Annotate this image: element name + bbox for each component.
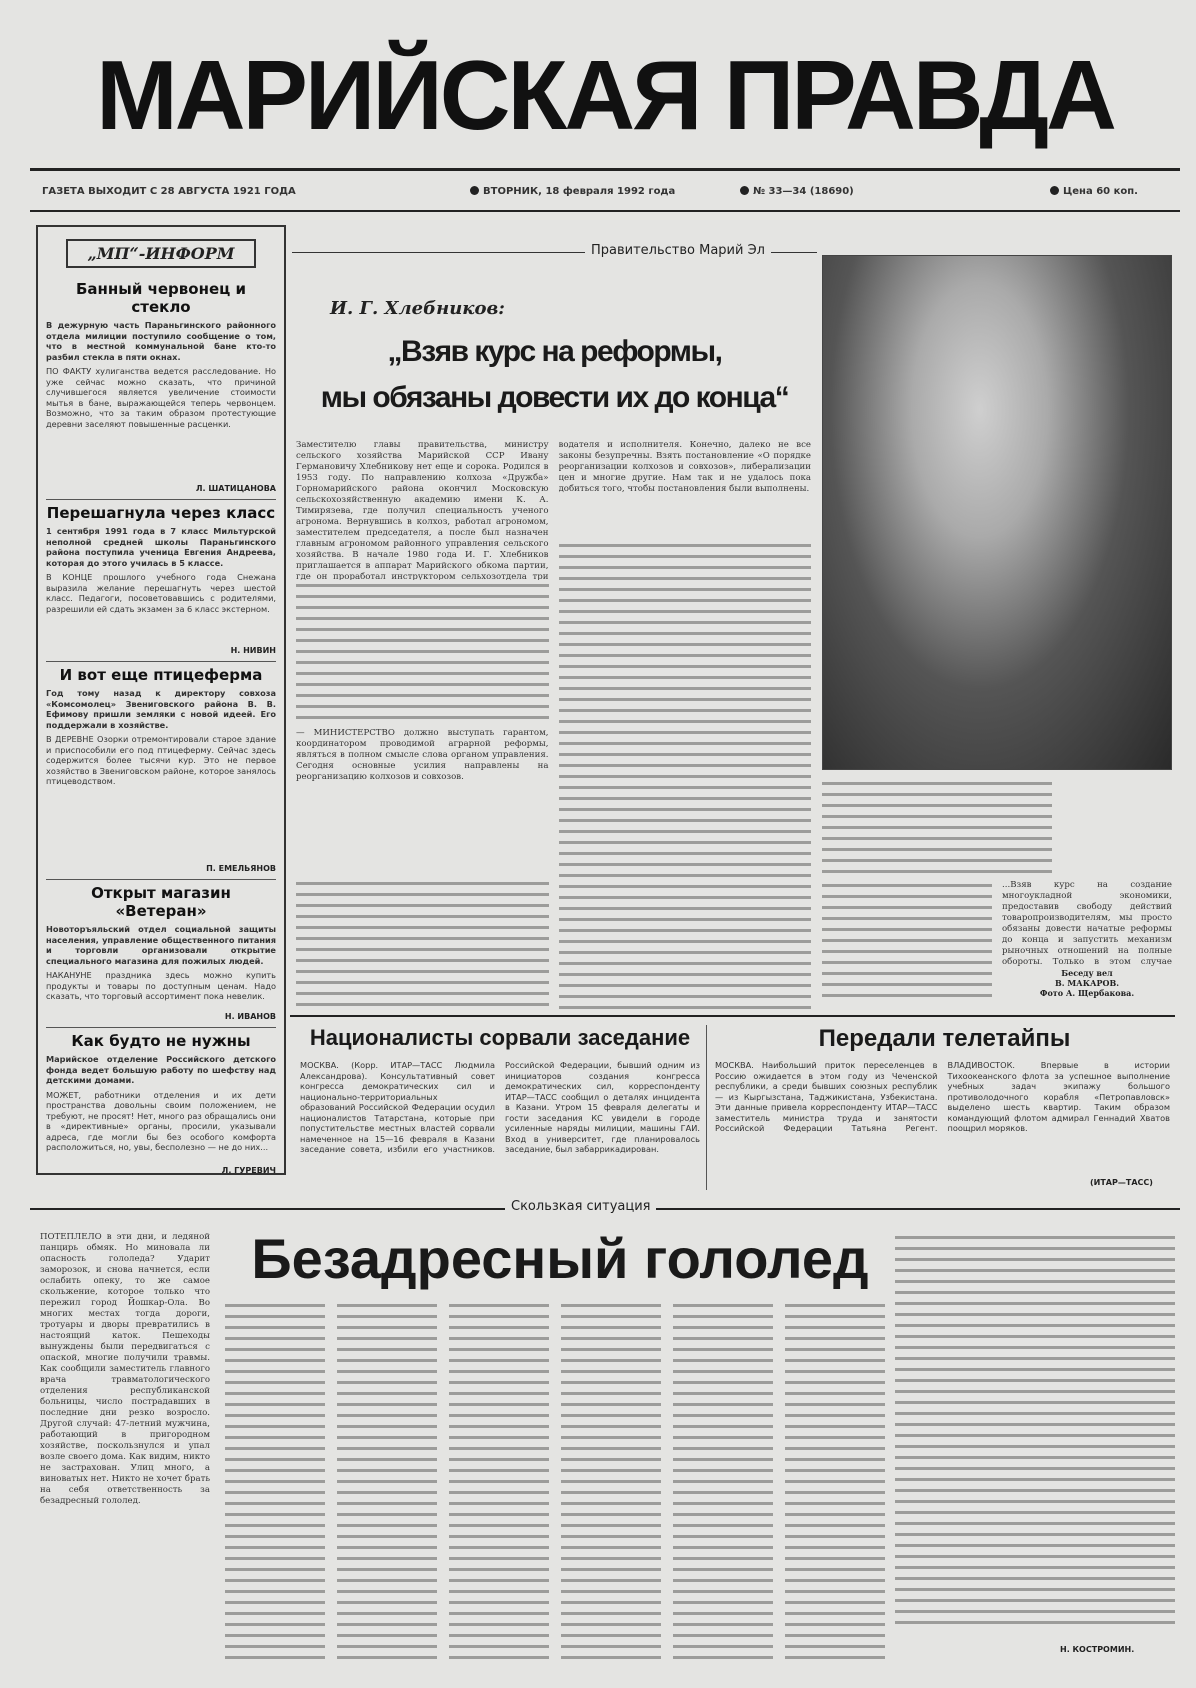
article-lead: В дежурную часть Параньгинского районного отдела милиции поступило сообщение о том, что в местной коммунальной бане кто-то разбил стекла в пяти окнах. [46,320,276,362]
issue-number [740,186,854,197]
interview-body [296,440,811,1010]
credit: Беседу вел [1061,968,1113,978]
article-body: В КОНЦЕ прошлого учебного года Снежана выразила желание перешагнуть через шестой класс. Педагоги, посоветовавшись с родителями, разрешили ей сдать экзамен за 6 класс экстерном. [46,572,276,614]
article-lead: Марийское отделение Российского детского фонда ведет большую работу по шефству над детскими домами. [46,1054,276,1085]
headline-line1: „Взяв курс на реформы, [387,335,722,368]
divider [290,1015,1175,1017]
article-author: Н. ИВАНОВ [224,1012,276,1021]
ending-text: ...Взяв курс на создание многоукладной экономики, предоставив свободу действий товаропроизводителям, мы просто обязаны довести начатые реформы до конца и запустить механизм рыночных отношений на полные обороты. Только в этом случае [1002,880,1172,967]
article-author: Л. ШАТИЦАНОВА [195,484,276,493]
article-body: ПО ФАКТУ хулиганства ведется расследование. Но уже сейчас можно сказать, что причиной случившегося является увеличение стоимости мытья в бане, выражающейся теперь червонцем. Возможно, что за таким образом протестующие деревни заселяют повышенные расценки. [46,366,276,429]
price [1050,186,1138,197]
bottom-author: Н. КОСТРОМИН. [1060,1645,1135,1654]
headline-line2: мы обязаны довести их до конца“ [320,381,789,414]
article-author: Н. НИВИН [230,646,276,655]
byline: И. Г. Хлебников: [330,298,505,319]
column [1002,880,1172,1005]
text-lines [296,580,549,720]
article-author: П. ЕМЕЛЬЯНОВ [206,864,276,873]
bottom-lead: ПОТЕПЛЕЛО в эти дни, и ледяной панцирь обмяк. Но миновала ли опасность гололеда? Ударит заморозок, и снова начнется, если ослабить опеку, то же самое скольжение, которое только что пережил город Йошкар-Ола. Во многих местах тогда дороги, тротуары и дворы превратились в настоящий каток. Пешеходы вынуждены были передвигаться с опаской, многие получили травмы. Как сообщили заместитель главного врача травматологического отделения республиканской больницы, число пострадавших в последние дни резко возросло. Другой случай: 47-летний мужчина, работающий в пригородном хозяйстве, поскользнулся и упал возле своего дома. Как видим, никто не застрахован. Улиц много, а виноватых нет. Никто не хочет брать на себя ответственность за безадресный гололед. [40,1232,210,1506]
portrait-photo [822,255,1172,770]
text-lines [225,1300,885,1660]
text-lines [559,540,812,1010]
nationalists-body: МОСКВА. (Корр. ИТАР—ТАСС Людмила Александрова). Консультативный совет конгресса демократических сил и национально-территориальных образований Российской Федерации осудил националистов Татарстана, которые при попустительстве местных властей сорвали намеченное на 15—16 февраля в Казани заседание совета, избили его участников. Российской Федерации, бывший одним из инициаторов создания конгресса демократических сил, корреспонденту ИТАР—ТАСС сообщил о деталях инцидента в Казани. Утром 15 февраля делегаты и гости заседания КС увидели в городе усиленные наряды милиции, машины ГАИ. Вход в университет, где планировалось заседание, был забаррикадирован. [300,1060,700,1154]
article [46,1027,276,1175]
article-body: НАКАНУНЕ праздника здесь можно купить продукты и товары по доступным ценам. Надо сказать, что торговый ассортимент пока невелик. [46,970,276,1001]
issue-text: № 33—34 (18690) [753,186,854,197]
bottom-headline: Безадресный гололед [251,1227,869,1290]
article-body: МОЖЕТ, работники отделения и их дети пространства довольны своим положением, не требуют, не просят! Нет, много раз обращались они в «директивные» органы, просили, указывали адреса, где могли бы без особого комфорта расположиться, но, увы, бесполезно — не до них... [46,1089,276,1152]
text-lines [895,1232,1175,1632]
teletype-body: МОСКВА. Наибольший приток переселенцев в Россию ожидается в этом году из Чеченской республики, а среди бывших союзных республик — из Кыргызстана, Таджикистана, Узбекистана. Эти данные привела корреспонденту ИТАР—ТАСС заместитель министра труда и занятости Российской Федерации Татьяна Регент. ВЛАДИВОСТОК. Впервые в истории Тихоокеанского флота за успешное выполнение учебных задач экипажу большого противолодочного корабля «Петропавловск» выделено шесть квартир. Таким образом командующий флотом адмирал Геннадий Хватов поощрил моряков. [715,1060,1170,1133]
credits [1002,968,1172,998]
article [46,661,276,873]
article-title: И вот еще птицеферма [59,666,263,684]
article [46,879,276,1021]
photo-credit: Фото А. Щербакова. [1039,988,1135,998]
article-title: Банный червонец и стекло [76,280,246,316]
founded-line: ГАЗЕТА ВЫХОДИТ С 28 АВГУСТА 1921 ГОДА [42,186,296,197]
body-text: водателя и исполнителя. Конечно, далеко не все законы безупречны. Взять постановление «О порядке реорганизации колхозов и совхозов», либерализации цен и многие другие. Нам так и не удалось пока добиться того, чтобы постановления были выполнены. [558,440,811,494]
price-text: Цена 60 коп. [1063,186,1138,197]
teletype-source: (ИТАР—ТАСС) [1090,1178,1153,1187]
article-title: Открыт магазин «Ветеран» [91,884,231,920]
rubric: „МП“-ИНФОРМ [66,239,256,268]
text-lines [822,880,992,1005]
section-label: Правительство Марий Эл [585,243,771,258]
column [296,440,549,1010]
masthead-title: МАРИЙСКАЯ ПРАВДА [96,40,1114,150]
article-title: Перешагнула через класс [46,504,276,522]
article [46,499,276,655]
text-lines [822,778,1052,878]
text-lines [296,878,549,1008]
divider [30,210,1180,212]
article-lead: Год тому назад к директору совхоза «Комсомолец» Звениговского района В. В. Ефимову пришли земляки с новой идеей. Его поддержали в хозяйстве. [46,688,276,730]
body-text: — МИНИСТЕРСТВО должно выступать гарантом, координатором проводимой аграрной реформы, являться в полном смысле слова органом управления. Сегодня основные усилия направлены на реорганизацию колхозов и совхозов. [296,728,549,782]
column [559,440,812,1010]
body-text: Заместителю главы правительства, министру сельского хозяйства Марийской ССР Ивану Германовичу Хлебникову нет еще и сорока. Родился в 1953 году. По направлению колхоза «Дружба» Горномарийского района окончил Московскую сельскохозяйственную академию имени К. А. Тимирязева, где получил специальность ученого агронома. Вернувшись в колхоз, работал агрономом, заместителем председателя, а после был назначен главным агрономом районного управления сельского хозяйства. В начале 1980 года И. Г. Хлебников приглашается в аппарат Марийского обкома партии, где он проработал инструктором сельхозотдела три [296,440,549,580]
date-text: ВТОРНИК, 18 февраля 1992 года [483,186,676,197]
article [46,280,276,493]
divider [30,168,1180,171]
teletype-title: Передали телетайпы [818,1025,1071,1052]
nationalists-title: Националисты сорвали заседание [309,1025,691,1050]
article-body: В ДЕРЕВНЕ Озорки отремонтировали старое здание и приспособили его под птицеферму. Сейчас здесь содержится более тысячи кур. Это не первое хозяйство в Звениговском районе, которое занялось птицеводством. [46,734,276,786]
section-label: Скользкая ситуация [505,1199,656,1214]
article-author: Л. ГУРЕВИЧ [221,1165,276,1175]
article-title: Как будто не нужны [71,1032,251,1050]
divider [706,1025,707,1190]
issue-date [470,186,675,197]
interviewer: В. МАКАРОВ. [1054,978,1120,988]
article-lead: Новоторъяльский отдел социальной защиты населения, управление общественного питания и торговли организовали открытие специального магазина для пожилых людей. [46,924,276,966]
article-lead: 1 сентября 1991 года в 7 класс Мильтурской неполной средней школы Параньгинского района поступила ученица Евгения Андреева, которая до этого училась в 5 классе. [46,526,276,568]
interview-ending [822,880,1172,1005]
mp-inform-column [36,225,286,1175]
